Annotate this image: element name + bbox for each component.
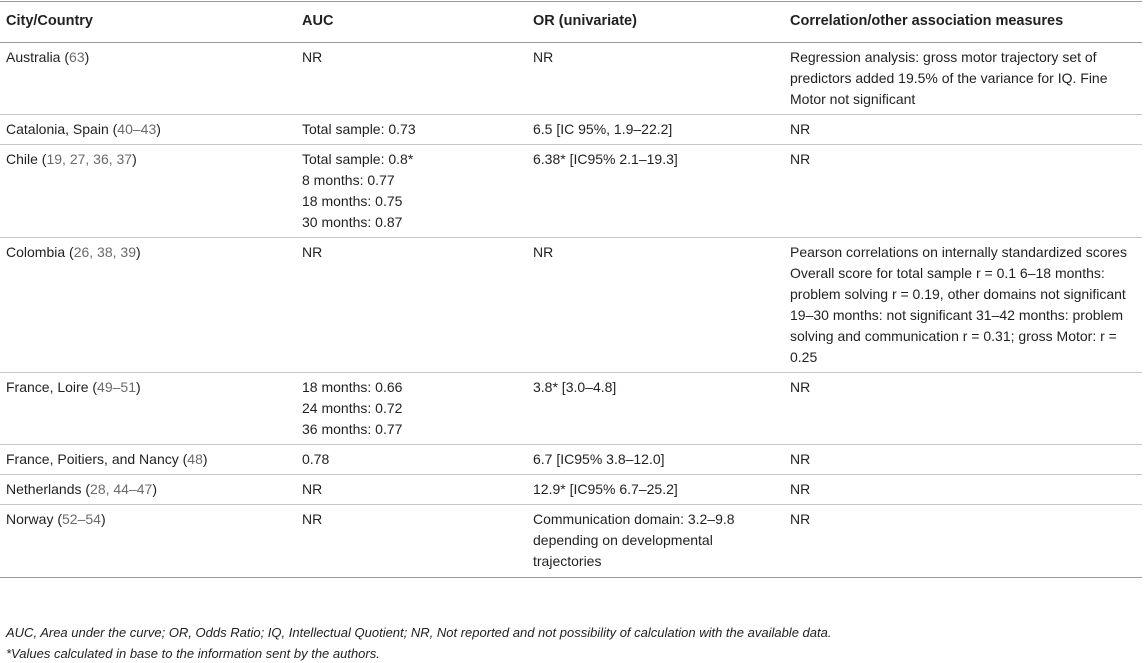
or-value: 12.9* [IC95% 6.7–25.2] <box>533 481 678 497</box>
table-body <box>0 43 1142 578</box>
place-name: Netherlands ( <box>6 481 91 497</box>
reference-link[interactable]: 52–54 <box>62 511 101 527</box>
place-name: Colombia ( <box>6 244 74 260</box>
or-value: NR <box>533 244 554 260</box>
auc-value: NR <box>302 244 323 260</box>
cell-or <box>527 238 784 373</box>
table-row <box>0 445 1142 475</box>
reference-close: ) <box>156 121 161 137</box>
table-row <box>0 115 1142 145</box>
cell-city-country <box>0 373 296 445</box>
or-value: 3.8* [3.0–4.8] <box>533 379 617 395</box>
header-auc: AUC <box>296 2 527 43</box>
reference-link[interactable]: 48 <box>187 451 203 467</box>
cell-correlation: NR <box>784 373 1142 445</box>
cell-auc <box>296 445 527 475</box>
table-row <box>0 238 1142 373</box>
cell-auc <box>296 115 527 145</box>
cell-city-country <box>0 505 296 578</box>
cell-auc <box>296 43 527 115</box>
cell-correlation: NR <box>784 145 1142 238</box>
cell-auc <box>296 505 527 578</box>
auc-value: 36 months: 0.77 <box>302 421 403 437</box>
auc-value: 30 months: 0.87 <box>302 214 403 230</box>
cell-city-country <box>0 43 296 115</box>
cell-correlation: NR <box>784 475 1142 505</box>
reference-link[interactable]: 19, 27, 36, 37 <box>46 151 133 167</box>
reference-close: ) <box>135 244 141 260</box>
cell-correlation: Pearson correlations on internally standardized scores Overall score for total sample r = 0.1 6–18 months: problem solving r = 0.19, other domains not significant 19–30 months: not significant 31–42 months: problem solving and communication r = 0.31; gross Motor: r = 0.25 <box>784 238 1142 373</box>
reference-link[interactable]: 63 <box>69 49 85 65</box>
reference-close: ) <box>84 49 90 65</box>
auc-value: 18 months: 0.75 <box>302 193 403 209</box>
auc-value: 0.78 <box>302 451 330 467</box>
table-row <box>0 373 1142 445</box>
place-name: Chile ( <box>6 151 47 167</box>
cell-or <box>527 475 784 505</box>
cell-auc <box>296 238 527 373</box>
or-value: NR <box>533 49 554 65</box>
place-name: France, Loire ( <box>6 379 98 395</box>
header-city-country: City/Country <box>0 2 296 43</box>
header-correlation: Correlation/other association measures <box>784 2 1142 43</box>
cell-auc <box>296 373 527 445</box>
place-name: France, Poitiers, and Nancy ( <box>6 451 188 467</box>
cell-or <box>527 505 784 578</box>
auc-value: Total sample: 0.8* <box>302 151 414 167</box>
table-row <box>0 145 1142 238</box>
place-name: Norway ( <box>6 511 63 527</box>
auc-value: NR <box>302 511 323 527</box>
results-table <box>0 1 1142 578</box>
place-name: Australia ( <box>6 49 70 65</box>
reference-link[interactable]: 49–51 <box>97 379 136 395</box>
cell-correlation: NR <box>784 505 1142 578</box>
cell-or <box>527 145 784 238</box>
reference-close: ) <box>100 511 106 527</box>
reference-link[interactable]: 26, 38, 39 <box>73 244 136 260</box>
cell-city-country <box>0 475 296 505</box>
cell-city-country <box>0 115 296 145</box>
cell-or <box>527 115 784 145</box>
table-row <box>0 475 1142 505</box>
cell-correlation: NR <box>784 445 1142 475</box>
header-row <box>0 2 1142 43</box>
cell-auc <box>296 145 527 238</box>
reference-link[interactable]: 40–43 <box>117 121 157 137</box>
table-row <box>0 505 1142 578</box>
or-value: 6.38* [IC95% 2.1–19.3] <box>533 151 678 167</box>
or-value: Communication domain: 3.2–9.8 depending on developmental trajectories <box>533 511 735 569</box>
auc-value: 24 months: 0.72 <box>302 400 403 416</box>
footnote-asterisk: *Values calculated in base to the information sent by the authors. <box>6 646 380 661</box>
cell-city-country <box>0 238 296 373</box>
reference-close: ) <box>152 481 158 497</box>
reference-close: ) <box>132 151 137 167</box>
auc-value: NR <box>302 481 323 497</box>
cell-city-country <box>0 445 296 475</box>
or-value: 6.7 [IC95% 3.8–12.0] <box>533 451 665 467</box>
auc-value: Total sample: 0.73 <box>302 121 416 137</box>
cell-correlation: Regression analysis: gross motor trajectory set of predictors added 19.5% of the variance for IQ. Fine Motor not significant <box>784 43 1142 115</box>
cell-or <box>527 373 784 445</box>
auc-value: 8 months: 0.77 <box>302 172 395 188</box>
header-or: OR (univariate) <box>527 2 784 43</box>
place-name: Catalonia, Spain ( <box>6 121 118 137</box>
cell-or <box>527 445 784 475</box>
table-row <box>0 43 1142 115</box>
auc-value: 18 months: 0.66 <box>302 379 403 395</box>
cell-or <box>527 43 784 115</box>
or-value: 6.5 [IC 95%, 1.9–22.2] <box>533 121 673 137</box>
cell-city-country <box>0 145 296 238</box>
reference-close: ) <box>135 379 141 395</box>
auc-value: NR <box>302 49 323 65</box>
footnote-abbreviations: AUC, Area under the curve; OR, Odds Ratio; IQ, Intellectual Quotient; NR, Not reported and not possibility of calculation with the available data. <box>6 625 832 640</box>
cell-correlation: NR <box>784 115 1142 145</box>
cell-auc <box>296 475 527 505</box>
reference-close: ) <box>202 451 208 467</box>
reference-link[interactable]: 28, 44–47 <box>90 481 153 497</box>
